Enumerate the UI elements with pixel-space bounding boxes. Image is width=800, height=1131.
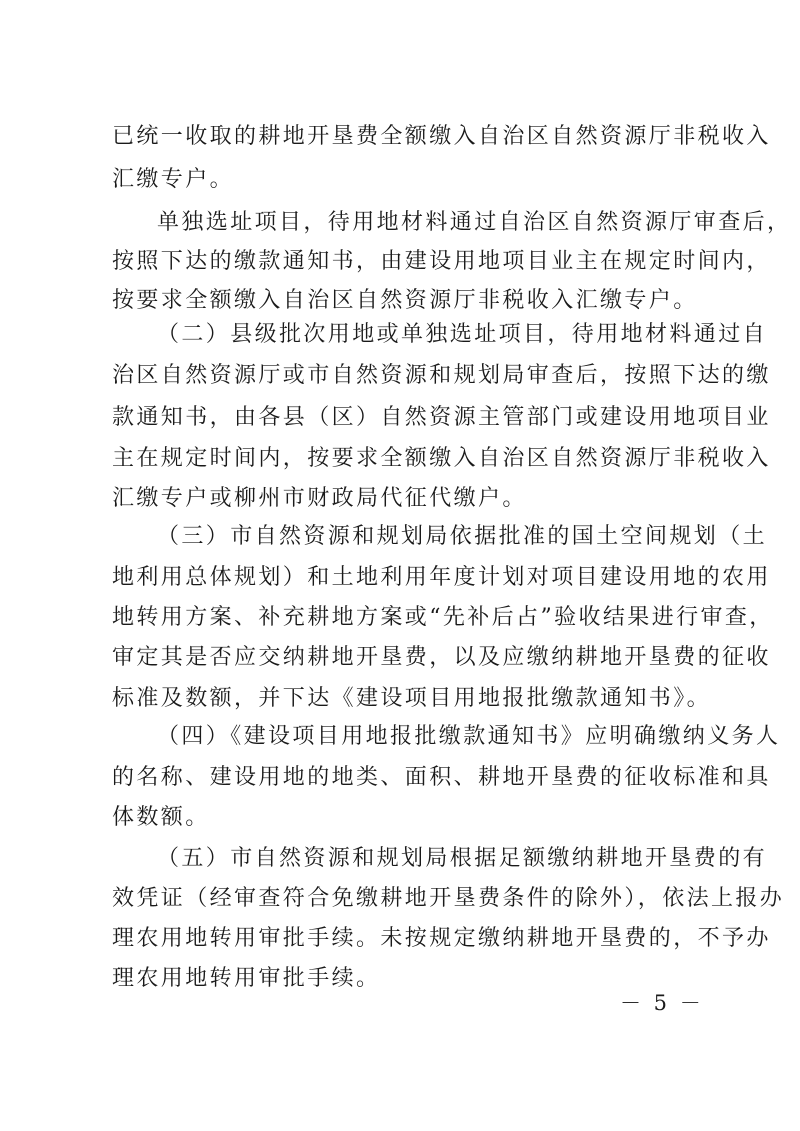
text-line: 按照下达的缴款通知书，由建设用地项目业主在规定时间内，	[112, 249, 771, 274]
page-number: － 5 －	[620, 991, 704, 1015]
text-line: 的名称、建设用地的地类、面积、耕地开垦费的征收标准和具	[112, 765, 771, 790]
text-line: 汇缴专户或柳州市财政局代征代缴户。	[112, 486, 527, 511]
text-line: 效凭证（经审查符合免缴耕地开垦费条件的除外），依法上报办	[112, 886, 785, 911]
text-line: 款通知书，由各县（区）自然资源主管部门或建设用地项目业	[112, 405, 771, 430]
text-line: 已统一收取的耕地开垦费全额缴入自治区自然资源厅非税收入	[112, 124, 771, 149]
text-line: 地利用总体规划）和土地利用年度计划对项目建设用地的农用	[112, 565, 771, 590]
paragraph-start: （五）市自然资源和规划局根据足额缴纳耕地开垦费的有	[157, 846, 768, 871]
text-line: 体数额。	[112, 805, 210, 830]
paragraph-start: 单独选址项目，待用地材料通过自治区自然资源厅审查后，	[157, 210, 792, 235]
text-line: 标准及数额，并下达《建设项目用地报批缴款通知书》。	[112, 686, 712, 711]
text-line: 汇缴专户。	[112, 167, 235, 192]
text-line: 按要求全额缴入自治区自然资源厅非税收入汇缴专户。	[112, 288, 698, 313]
text-line: 地转用方案、补充耕地方案或“先补后占”验收结果进行审查，	[112, 605, 774, 630]
text-line: 理农用地转用审批手续。	[112, 966, 381, 991]
paragraph-start: （三）市自然资源和规划局依据批准的国土空间规划（土	[157, 524, 768, 549]
text-line: 理农用地转用审批手续。未按规定缴纳耕地开垦费的，不予办	[112, 926, 771, 951]
paragraph-start: （二）县级批次用地或单独选址项目，待用地材料通过自	[157, 322, 768, 347]
text-line: 治区自然资源厅或市自然资源和规划局审查后，按照下达的缴	[112, 363, 771, 388]
text-line: 审定其是否应交纳耕地开垦费，以及应缴纳耕地开垦费的征收	[112, 645, 771, 670]
paragraph-start: （四）《建设项目用地报批缴款通知书》应明确缴纳义务人	[157, 724, 781, 749]
text-line: 主在规定时间内，按要求全额缴入自治区自然资源厅非税收入	[112, 446, 771, 471]
